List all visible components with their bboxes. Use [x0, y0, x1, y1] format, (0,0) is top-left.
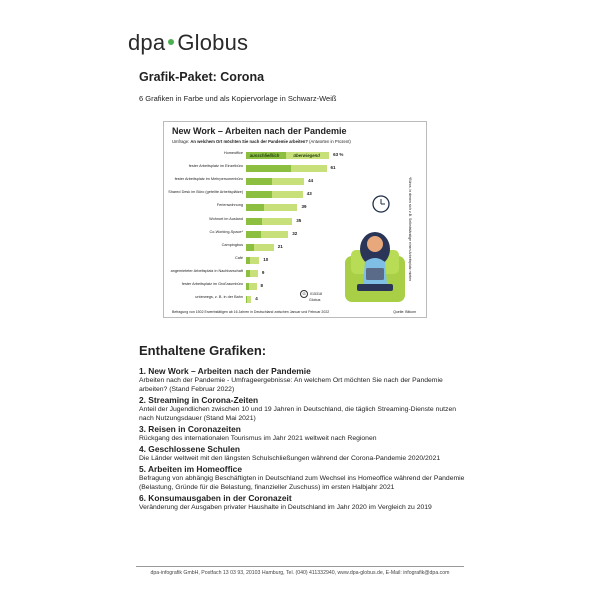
globus-stamp	[300, 290, 322, 302]
bar-value-label: 63 %	[333, 152, 344, 157]
question-suffix: (Antworten in Prozent)	[309, 139, 351, 144]
bar-segment-exclusive	[246, 231, 261, 238]
bar-category-label: fester Arbeitsplatz im Einzelbüro	[188, 164, 243, 169]
bar	[246, 270, 258, 277]
bar-category-label: Wohnort im Ausland	[209, 216, 243, 221]
list-item-title: 1. New Work – Arbeiten nach der Pandemie	[139, 366, 311, 376]
dpa-globus-logo	[128, 30, 248, 56]
bar-segment-exclusive	[246, 218, 262, 225]
list-item-title: 2. Streaming in Corona-Zeiten	[139, 395, 259, 405]
footer-divider	[136, 566, 464, 567]
list-item-description: Anteil der Jugendlichen zwischen 10 und 19 Jahren in Deutschland, die täglich Streaming-Dienste nutzen nach Nutzungsdauer (Stand Mai 2021)	[139, 406, 457, 422]
logo-brand: dpa	[128, 30, 166, 55]
bar-category-label: Café	[234, 255, 243, 260]
bar	[246, 244, 274, 251]
bar-value-label: 4	[255, 296, 258, 302]
bar	[246, 204, 297, 211]
bar-value-label: 39	[301, 204, 307, 210]
chart-side-note: *Büros, in denen sich z.B. Selbstständige einen Arbeitsplatz mieten	[408, 177, 412, 282]
logo-product: Globus	[177, 30, 249, 55]
bar-category-label: angemieteter Arbeitsplatz in Nachbarschaft	[170, 268, 243, 273]
list-item-title: 4. Geschlossene Schulen	[139, 444, 241, 454]
chart-question	[172, 139, 351, 144]
footer-contact: dpa-infografik GmbH, Postfach 13 03 93, 20103 Hamburg, Tel. (040) 411332940, www.dpa-globus.de, E-Mail: infografik@dpa.com	[150, 570, 450, 576]
bar-category-label: unterwegs, z. B. in der Bahn	[195, 295, 243, 300]
chart-source-note: Befragung von 1502 Erwerbstätigen ab 16 Jahren in Deutschland zwischen Januar und Februar 2022	[172, 310, 330, 314]
list-item-title: 6. Konsumausgaben in der Coronazeit	[139, 493, 292, 503]
bar-category-label: Shared Desk im Büro (geteilte Arbeitsplätze)	[168, 190, 243, 195]
bar-row	[164, 164, 414, 174]
bar-row	[164, 151, 414, 161]
list-item-title: 5. Arbeiten im Homeoffice	[139, 464, 243, 474]
chart-card	[163, 121, 427, 318]
bar-segment-exclusive	[246, 283, 249, 290]
bar-segment-exclusive	[246, 204, 264, 211]
list-item	[139, 424, 469, 443]
bar-segment-exclusive	[246, 257, 250, 264]
grafik-list	[139, 366, 469, 513]
bar-segment-exclusive	[246, 191, 272, 198]
list-item-description: Rückgang des internationalen Tourismus im Jahr 2021 weltweit nach Regionen	[139, 435, 377, 442]
bar-category-label: Ferienwohnung	[216, 203, 243, 208]
bar-value-label: 32	[292, 230, 298, 236]
bar-value-label: 61	[330, 165, 336, 171]
section-heading: Enthaltene Grafiken:	[139, 343, 267, 358]
segment-label-exclusive: ausschließlich	[249, 152, 280, 158]
segment-label-predominant: überwiegend	[293, 152, 320, 158]
bar-category-label: Co-Working-Space*	[209, 229, 243, 234]
bar-segment-exclusive	[246, 244, 254, 251]
list-item-description: Arbeiten nach der Pandemie - Umfrageergebnisse: An welchem Ort möchten Sie nach der Pandemie arbeiten? (Stand Februar 2022)	[139, 377, 443, 393]
list-item	[139, 444, 469, 463]
bar-value-label: 35	[296, 217, 302, 223]
logo-dot-icon	[168, 39, 174, 45]
list-item-description: Die Länder weltweit mit den längsten Schulschließungen während der Corona-Pandemie 2020/2021	[139, 455, 441, 462]
bar	[246, 257, 259, 264]
bar-category-label: Campingbus	[221, 242, 243, 247]
bar-value-label: 21	[277, 243, 283, 249]
bar-segment-exclusive	[246, 270, 250, 277]
globus-symbol-icon: G	[300, 290, 308, 298]
question-prefix: Umfrage:	[172, 139, 190, 144]
bar-value-label: 8	[260, 283, 264, 288]
list-item	[139, 366, 469, 394]
bar-segment-exclusive	[246, 165, 291, 172]
list-item	[139, 493, 469, 512]
bar	[246, 165, 327, 172]
list-item	[139, 464, 469, 492]
bar-value-label: 43	[306, 191, 312, 197]
list-item-description: Veränderung der Ausgaben privater Haushalte in Deutschland im Jahr 2020 im Vergleich zu 2019	[139, 504, 432, 511]
stamp-code: 015318	[310, 291, 322, 296]
bar	[246, 152, 329, 159]
bar-category-label: fester Arbeitsplatz im Mehrpersonenbüro	[174, 177, 243, 182]
chart-source: Quelle: Bitkom	[393, 310, 416, 314]
bar-value-label: 9	[261, 269, 265, 275]
bar	[246, 231, 288, 238]
bar-category-label: fester Arbeitsplatz im Großraumbüro	[181, 282, 243, 286]
bar	[246, 296, 251, 303]
paket-title: Grafik-Paket: Corona	[139, 70, 265, 84]
bar	[246, 283, 257, 290]
list-item-title: 3. Reisen in Coronazeiten	[139, 424, 241, 434]
list-item	[139, 395, 469, 423]
stamp-brand: Globus	[309, 298, 321, 302]
bar-segment-exclusive	[246, 178, 272, 185]
bar-segment-exclusive	[246, 296, 247, 303]
home-office-illustration-icon	[339, 192, 419, 307]
bar-row	[164, 177, 414, 187]
paket-subtitle: 6 Grafiken in Farbe und als Kopiervorlage in Schwarz-Weiß	[139, 94, 337, 103]
bar-category-label: Homeoffice	[223, 151, 243, 155]
bar-value-label: 44	[308, 178, 314, 184]
bar	[246, 191, 303, 198]
list-item-description: Befragung von abhängig Beschäftigten in Deutschland zum Wechsel ins Homeoffice während der Pandemie (Belastung, Gründe für die Belastung, finanzieller Zuschuss) im ersten Halbjahr 2021	[139, 475, 465, 491]
question-text: An welchem Ort möchten Sie nach der Pandemie arbeiten?	[190, 139, 308, 144]
bar	[246, 218, 292, 225]
bar-value-label: 10	[263, 256, 269, 262]
chart-title: New Work – Arbeiten nach der Pandemie	[172, 126, 347, 136]
bar	[246, 178, 304, 185]
